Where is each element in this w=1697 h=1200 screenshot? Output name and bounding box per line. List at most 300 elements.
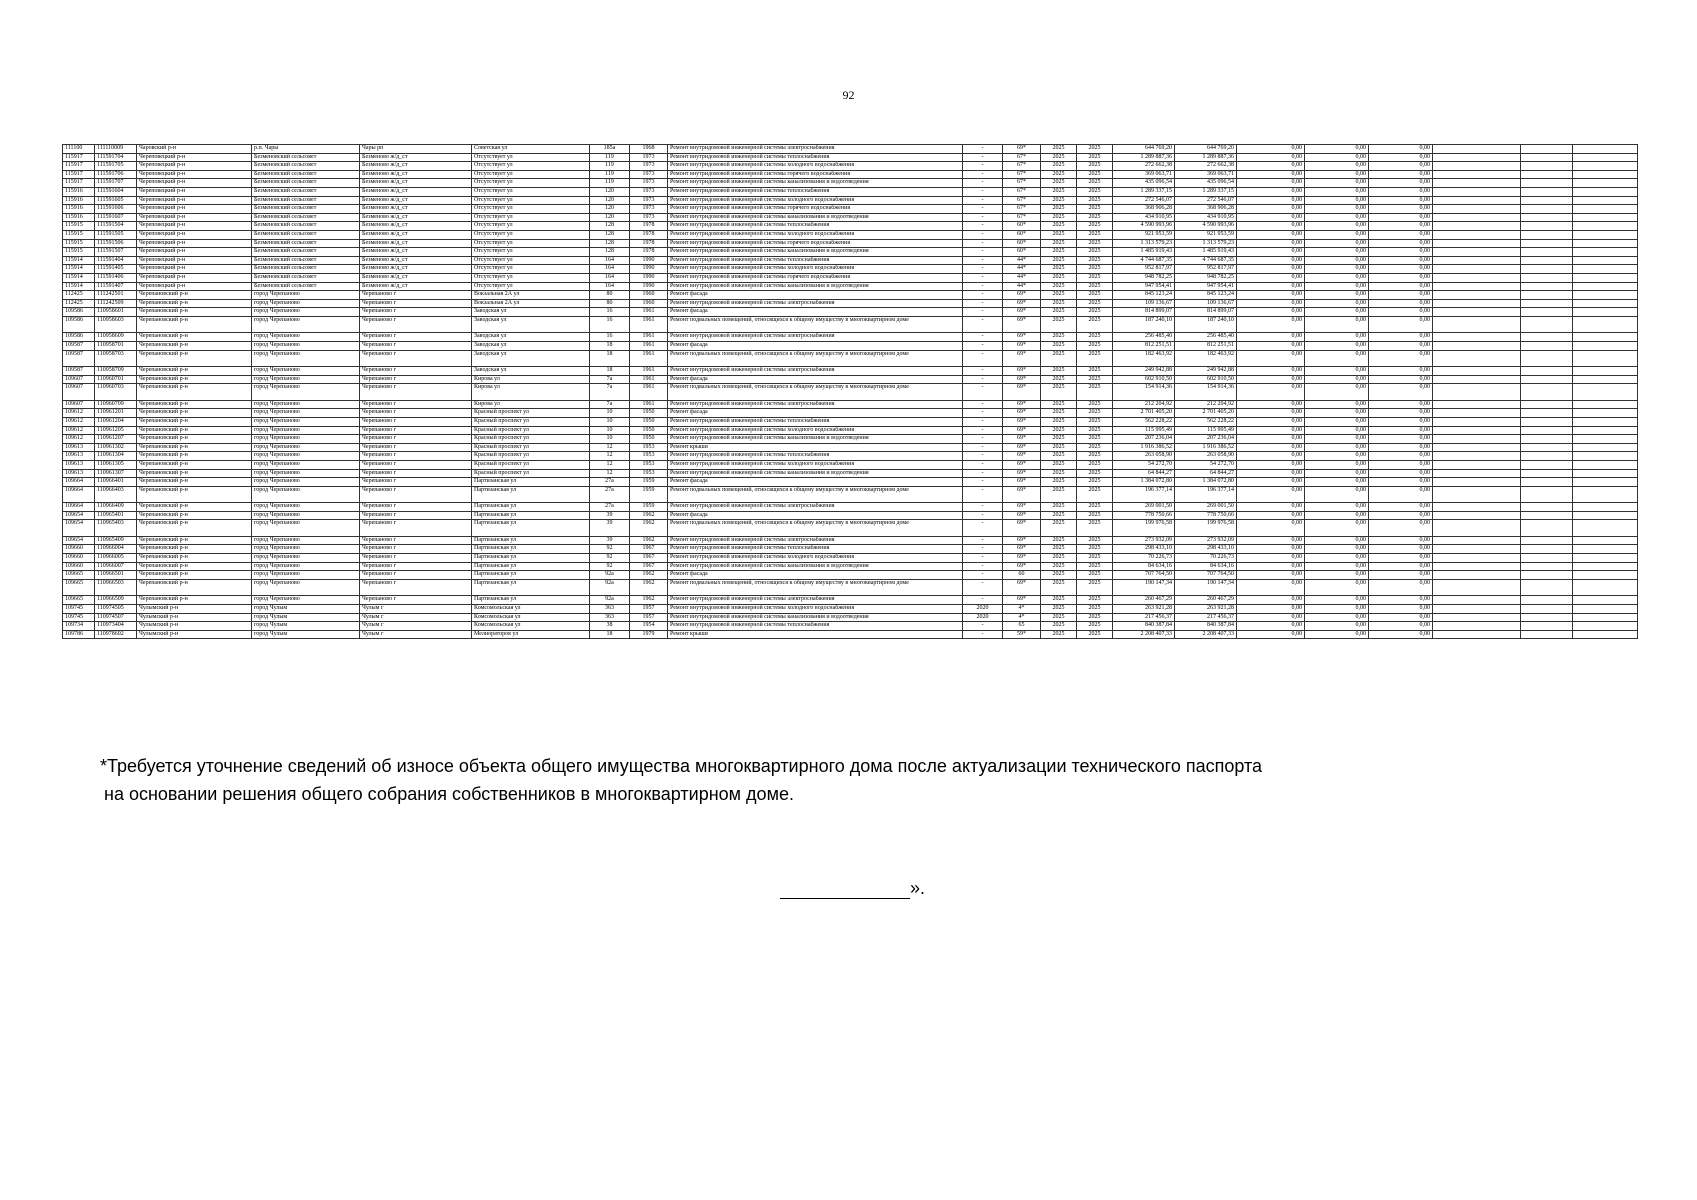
table-cell: 0,00 bbox=[1237, 213, 1305, 222]
table-cell: 0,00 bbox=[1237, 205, 1305, 214]
table-cell bbox=[1433, 604, 1521, 613]
table-cell bbox=[1521, 622, 1573, 631]
table-cell: 109660 bbox=[63, 554, 95, 563]
table-cell: 69* bbox=[1003, 545, 1041, 554]
table-cell: 1961 bbox=[630, 333, 668, 342]
table-cell: город Черепаново bbox=[252, 417, 360, 426]
table-cell: 1978 bbox=[630, 239, 668, 248]
table-cell bbox=[1521, 545, 1573, 554]
table-cell: 1962 bbox=[630, 520, 668, 537]
table-cell bbox=[1433, 579, 1521, 596]
table-cell: Череповецкий р-н bbox=[137, 239, 252, 248]
table-cell: 0,00 bbox=[1237, 222, 1305, 231]
table-cell: 109664 bbox=[63, 486, 95, 503]
table-cell: 2025 bbox=[1077, 179, 1113, 188]
table-cell: 110973404 bbox=[95, 622, 137, 631]
table-cell: 187 240,10 bbox=[1113, 316, 1175, 333]
table-cell: 0,00 bbox=[1305, 282, 1369, 291]
table-cell: Ремонт внутридомовой инженерной системы теплоснабжения bbox=[668, 622, 963, 631]
table-cell: 0,00 bbox=[1369, 596, 1433, 605]
table-cell bbox=[1433, 350, 1521, 367]
table-cell: 67* bbox=[1003, 213, 1041, 222]
table-cell: 2025 bbox=[1041, 486, 1077, 503]
table-cell: 10 bbox=[590, 417, 630, 426]
table-cell: 2025 bbox=[1077, 273, 1113, 282]
table-cell: 1953 bbox=[630, 460, 668, 469]
table-cell: 0,00 bbox=[1237, 333, 1305, 342]
blank-underline bbox=[780, 880, 910, 899]
table-cell: 2025 bbox=[1041, 170, 1077, 179]
table-cell bbox=[1573, 409, 1638, 418]
table-cell: 67* bbox=[1003, 196, 1041, 205]
table-cell: Череповецкий р-н bbox=[137, 248, 252, 257]
table-cell: 0,00 bbox=[1369, 299, 1433, 308]
table-cell: Безменово ж/д_ст bbox=[360, 256, 472, 265]
table-cell: Ремонт фасада bbox=[668, 341, 963, 350]
table-cell: Черепаново г bbox=[360, 299, 472, 308]
table-cell: 2025 bbox=[1077, 265, 1113, 274]
table-cell: 2025 bbox=[1077, 554, 1113, 563]
table-cell: Череповецкий р-н bbox=[137, 282, 252, 291]
table-cell: 109607 bbox=[63, 375, 95, 384]
table-cell: Черепановский р-н bbox=[137, 435, 252, 444]
table-cell: 0,00 bbox=[1305, 256, 1369, 265]
table-cell: 0,00 bbox=[1369, 196, 1433, 205]
table-cell: - bbox=[963, 265, 1003, 274]
table-cell: Ремонт внутридомовой инженерной системы горячего водоснабжения bbox=[668, 239, 963, 248]
table-row bbox=[63, 545, 1638, 554]
table-cell bbox=[1433, 630, 1521, 639]
table-cell: 7а bbox=[590, 384, 630, 401]
table-cell: город Черепаново bbox=[252, 291, 360, 300]
table-cell: 67* bbox=[1003, 179, 1041, 188]
table-cell: 0,00 bbox=[1369, 409, 1433, 418]
table-cell: 115914 bbox=[63, 265, 95, 274]
table-cell: город Черепаново bbox=[252, 536, 360, 545]
table-cell bbox=[1521, 426, 1573, 435]
table-cell: 110974505 bbox=[95, 604, 137, 613]
table-cell: 115917 bbox=[63, 170, 95, 179]
table-cell: 110965401 bbox=[95, 511, 137, 520]
table-cell: Череповецкий р-н bbox=[137, 265, 252, 274]
table-row bbox=[63, 571, 1638, 580]
table-cell bbox=[1433, 222, 1521, 231]
table-cell: 0,00 bbox=[1369, 604, 1433, 613]
table-cell: - bbox=[963, 248, 1003, 257]
table-cell: 110961307 bbox=[95, 469, 137, 478]
table-cell: 2025 bbox=[1041, 145, 1077, 154]
table-cell: Красный проспект ул bbox=[472, 469, 590, 478]
table-cell bbox=[1573, 230, 1638, 239]
table-cell: 0,00 bbox=[1305, 350, 1369, 367]
table-cell: 2025 bbox=[1077, 417, 1113, 426]
table-cell: 2025 bbox=[1041, 187, 1077, 196]
table-cell bbox=[1573, 265, 1638, 274]
table-cell: 199 976,58 bbox=[1113, 520, 1175, 537]
table-cell: город Черепаново bbox=[252, 400, 360, 409]
table-cell: Череповецкий р-н bbox=[137, 196, 252, 205]
table-cell: 263 058,90 bbox=[1175, 452, 1237, 461]
table-cell: - bbox=[963, 291, 1003, 300]
table-cell: 1953 bbox=[630, 469, 668, 478]
table-cell: 109586 bbox=[63, 316, 95, 333]
table-row bbox=[63, 426, 1638, 435]
table-row bbox=[63, 205, 1638, 214]
table-cell: 110966409 bbox=[95, 503, 137, 512]
table-cell: 12 bbox=[590, 452, 630, 461]
table-cell: город Черепаново bbox=[252, 486, 360, 503]
table-cell: 110961204 bbox=[95, 417, 137, 426]
table-cell: Отсутствует ул bbox=[472, 170, 590, 179]
table-cell: 109612 bbox=[63, 417, 95, 426]
table-cell: Партизанская ул bbox=[472, 478, 590, 487]
table-row bbox=[63, 222, 1638, 231]
table-row bbox=[63, 350, 1638, 367]
table-cell: 0,00 bbox=[1305, 435, 1369, 444]
table-cell: 0,00 bbox=[1237, 291, 1305, 300]
table-cell: город Черепаново bbox=[252, 571, 360, 580]
table-cell: 263 921,28 bbox=[1175, 604, 1237, 613]
table-cell: 110965403 bbox=[95, 520, 137, 537]
table-cell: Черепаново г bbox=[360, 375, 472, 384]
table-cell bbox=[1433, 469, 1521, 478]
table-cell: 109587 bbox=[63, 367, 95, 376]
table-cell: Черепановский р-н bbox=[137, 486, 252, 503]
table-cell: 109612 bbox=[63, 409, 95, 418]
table-cell: Череповецкий р-н bbox=[137, 205, 252, 214]
table-cell: Черепаново г bbox=[360, 478, 472, 487]
table-cell: Комсомольская ул bbox=[472, 604, 590, 613]
table-cell: 109665 bbox=[63, 571, 95, 580]
table-cell bbox=[1521, 400, 1573, 409]
table-cell: Безменовский сельсовет bbox=[252, 179, 360, 188]
table-cell: 0,00 bbox=[1369, 282, 1433, 291]
table-cell: 111591706 bbox=[95, 170, 137, 179]
table-cell bbox=[1521, 170, 1573, 179]
table-cell: 0,00 bbox=[1369, 469, 1433, 478]
table-cell: Вокзальная 2А ул bbox=[472, 299, 590, 308]
table-row bbox=[63, 248, 1638, 257]
table-cell bbox=[1573, 417, 1638, 426]
table-cell: 948 782,25 bbox=[1175, 273, 1237, 282]
table-cell bbox=[1433, 308, 1521, 317]
table-cell bbox=[1521, 375, 1573, 384]
table-cell: Череповецкий р-н bbox=[137, 230, 252, 239]
table-cell: 2025 bbox=[1041, 460, 1077, 469]
table-cell: 0,00 bbox=[1305, 443, 1369, 452]
table-cell: 1950 bbox=[630, 417, 668, 426]
table-cell: 2025 bbox=[1041, 273, 1077, 282]
table-cell bbox=[1433, 400, 1521, 409]
table-cell: - bbox=[963, 205, 1003, 214]
table-cell: 0,00 bbox=[1237, 341, 1305, 350]
table-cell: 115 995,49 bbox=[1113, 426, 1175, 435]
table-cell: 60* bbox=[1003, 239, 1041, 248]
table-cell: Ремонт внутридомовой инженерной системы канализования и водоотведения bbox=[668, 282, 963, 291]
table-cell: 2025 bbox=[1077, 536, 1113, 545]
table-cell: 0,00 bbox=[1305, 367, 1369, 376]
table-cell: 2025 bbox=[1077, 460, 1113, 469]
table-cell: город Чулым bbox=[252, 613, 360, 622]
table-cell: Отсутствует ул bbox=[472, 213, 590, 222]
table-cell: Черепаново г bbox=[360, 316, 472, 333]
table-cell: 0,00 bbox=[1369, 486, 1433, 503]
table-cell: Ремонт внутридомовой инженерной системы канализования и водоотведения bbox=[668, 562, 963, 571]
table-cell: 2025 bbox=[1041, 367, 1077, 376]
table-cell: город Черепаново bbox=[252, 384, 360, 401]
table-cell: 2025 bbox=[1077, 443, 1113, 452]
table-cell: Кирова ул bbox=[472, 400, 590, 409]
table-cell: - bbox=[963, 486, 1003, 503]
table-cell: 1961 bbox=[630, 375, 668, 384]
table-cell: - bbox=[963, 443, 1003, 452]
table-row bbox=[63, 196, 1638, 205]
table-cell: город Черепаново bbox=[252, 520, 360, 537]
table-cell bbox=[1433, 460, 1521, 469]
table-cell: 92а bbox=[590, 579, 630, 596]
table-cell: 2025 bbox=[1041, 469, 1077, 478]
table-cell: Безменовский сельсовет bbox=[252, 222, 360, 231]
table-cell: Красный проспект ул bbox=[472, 443, 590, 452]
table-cell: 2025 bbox=[1077, 469, 1113, 478]
table-cell: 2025 bbox=[1041, 409, 1077, 418]
table-cell: 948 782,25 bbox=[1113, 273, 1175, 282]
table-cell: 111242509 bbox=[95, 299, 137, 308]
table-cell: Безменовский сельсовет bbox=[252, 248, 360, 257]
table-cell: - bbox=[963, 316, 1003, 333]
table-cell: 120 bbox=[590, 213, 630, 222]
table-cell bbox=[1521, 452, 1573, 461]
table-cell: город Чулым bbox=[252, 630, 360, 639]
table-cell: 18 bbox=[590, 341, 630, 350]
table-cell bbox=[1573, 503, 1638, 512]
table-cell: Черепаново г bbox=[360, 400, 472, 409]
table-cell bbox=[1433, 273, 1521, 282]
table-cell: Безменовский сельсовет bbox=[252, 230, 360, 239]
table-cell: Черепановский р-н bbox=[137, 299, 252, 308]
table-cell: 0,00 bbox=[1369, 435, 1433, 444]
table-cell: 0,00 bbox=[1305, 375, 1369, 384]
table-cell: 0,00 bbox=[1237, 545, 1305, 554]
table-cell: 0,00 bbox=[1369, 187, 1433, 196]
table-cell: - bbox=[963, 452, 1003, 461]
table-cell: 110978602 bbox=[95, 630, 137, 639]
table-cell: 4 590 993,96 bbox=[1113, 222, 1175, 231]
table-cell: Черепановский р-н bbox=[137, 316, 252, 333]
table-cell: 2025 bbox=[1041, 341, 1077, 350]
table-cell: 2020 bbox=[963, 613, 1003, 622]
table-cell: 0,00 bbox=[1369, 503, 1433, 512]
table-cell: Партизанская ул bbox=[472, 536, 590, 545]
table-cell: 2025 bbox=[1041, 179, 1077, 188]
table-cell: 7а bbox=[590, 375, 630, 384]
table-cell: Череповецкий р-н bbox=[137, 256, 252, 265]
table-cell: 69* bbox=[1003, 460, 1041, 469]
table-cell: 2025 bbox=[1077, 579, 1113, 596]
table-cell: 112425 bbox=[63, 291, 95, 300]
table-cell: 115917 bbox=[63, 153, 95, 162]
table-cell bbox=[1573, 273, 1638, 282]
table-cell: 0,00 bbox=[1237, 375, 1305, 384]
table-cell: 0,00 bbox=[1305, 162, 1369, 171]
table-cell: 1973 bbox=[630, 162, 668, 171]
table-cell bbox=[1573, 460, 1638, 469]
table-cell: - bbox=[963, 187, 1003, 196]
table-cell: 0,00 bbox=[1305, 554, 1369, 563]
table-cell: 190 147,34 bbox=[1113, 579, 1175, 596]
table-cell: 1967 bbox=[630, 562, 668, 571]
table-cell: 0,00 bbox=[1305, 562, 1369, 571]
table-cell bbox=[1573, 384, 1638, 401]
table-cell: 69* bbox=[1003, 333, 1041, 342]
table-cell bbox=[1433, 562, 1521, 571]
table-cell: 109 136,67 bbox=[1175, 299, 1237, 308]
table-cell: Черепаново г bbox=[360, 341, 472, 350]
table-cell: 110966501 bbox=[95, 571, 137, 580]
table-cell: - bbox=[963, 179, 1003, 188]
table-cell bbox=[1573, 511, 1638, 520]
table-cell: 0,00 bbox=[1305, 291, 1369, 300]
table-cell: 1961 bbox=[630, 316, 668, 333]
table-cell: 69* bbox=[1003, 341, 1041, 350]
table-cell: Черепаново г bbox=[360, 562, 472, 571]
table-cell: 115915 bbox=[63, 239, 95, 248]
table-cell: 2025 bbox=[1077, 503, 1113, 512]
table-cell: 109745 bbox=[63, 604, 95, 613]
table-cell: 0,00 bbox=[1369, 213, 1433, 222]
table-cell: 110966007 bbox=[95, 562, 137, 571]
table-row bbox=[63, 622, 1638, 631]
table-cell bbox=[1521, 179, 1573, 188]
table-cell: - bbox=[963, 333, 1003, 342]
table-cell: город Черепаново bbox=[252, 367, 360, 376]
table-cell: Черепановский р-н bbox=[137, 426, 252, 435]
table-cell: 0,00 bbox=[1305, 469, 1369, 478]
table-cell: 128 bbox=[590, 222, 630, 231]
table-row bbox=[63, 213, 1638, 222]
table-cell: 0,00 bbox=[1237, 604, 1305, 613]
table-cell bbox=[1433, 291, 1521, 300]
table-cell bbox=[1573, 350, 1638, 367]
table-cell bbox=[1433, 435, 1521, 444]
table-cell: 272 546,07 bbox=[1175, 196, 1237, 205]
table-cell: Ремонт внутридомовой инженерной системы холодного водоснабжения bbox=[668, 554, 963, 563]
table-cell: 64 844,27 bbox=[1175, 469, 1237, 478]
table-cell: Черепановский р-н bbox=[137, 460, 252, 469]
table-cell: 0,00 bbox=[1369, 571, 1433, 580]
table-cell bbox=[1573, 145, 1638, 154]
table-cell: 2025 bbox=[1077, 248, 1113, 257]
table-cell bbox=[1433, 282, 1521, 291]
footnote-line-2: на основании решения общего собрания собственников в многоквартирном доме. bbox=[104, 784, 794, 804]
table-cell: 0,00 bbox=[1305, 409, 1369, 418]
table-cell: Черепановский р-н bbox=[137, 333, 252, 342]
table-cell: 4* bbox=[1003, 613, 1041, 622]
table-cell bbox=[1573, 308, 1638, 317]
table-cell: - bbox=[963, 503, 1003, 512]
table-row bbox=[63, 613, 1638, 622]
table-cell: Партизанская ул bbox=[472, 571, 590, 580]
table-cell: Ремонт внутридомовой инженерной системы холодного водоснабжения bbox=[668, 162, 963, 171]
table-cell: 0,00 bbox=[1237, 196, 1305, 205]
table-cell bbox=[1521, 308, 1573, 317]
table-cell: 2025 bbox=[1077, 452, 1113, 461]
table-cell: 256 485,40 bbox=[1113, 333, 1175, 342]
table-cell: 0,00 bbox=[1369, 308, 1433, 317]
table-cell: - bbox=[963, 170, 1003, 179]
table-cell: 644 769,20 bbox=[1113, 145, 1175, 154]
table-cell: 0,00 bbox=[1305, 571, 1369, 580]
table-cell: Черепаново г bbox=[360, 333, 472, 342]
table-cell bbox=[1521, 222, 1573, 231]
table-cell: 1979 bbox=[630, 630, 668, 639]
table-cell: 67* bbox=[1003, 187, 1041, 196]
table-cell bbox=[1521, 478, 1573, 487]
table-cell: Черепаново г bbox=[360, 435, 472, 444]
table-cell: 4 590 993,96 bbox=[1175, 222, 1237, 231]
table-cell bbox=[1573, 604, 1638, 613]
table-cell: 0,00 bbox=[1237, 571, 1305, 580]
table-cell bbox=[1433, 179, 1521, 188]
table-cell: 0,00 bbox=[1237, 316, 1305, 333]
table-cell: Черепаново г bbox=[360, 367, 472, 376]
table-cell: 368 906,28 bbox=[1113, 205, 1175, 214]
table-cell: 2025 bbox=[1041, 452, 1077, 461]
table-cell: город Черепаново bbox=[252, 460, 360, 469]
table-cell: 0,00 bbox=[1305, 579, 1369, 596]
table-cell: 84 634,16 bbox=[1175, 562, 1237, 571]
table-cell: 1962 bbox=[630, 511, 668, 520]
table-cell: 0,00 bbox=[1305, 604, 1369, 613]
table-cell: Отсутствует ул bbox=[472, 162, 590, 171]
table-cell: Отсутствует ул bbox=[472, 222, 590, 231]
table-cell bbox=[1521, 579, 1573, 596]
table-cell: Черепаново г bbox=[360, 417, 472, 426]
table-cell: 369 063,71 bbox=[1175, 170, 1237, 179]
table-cell: 0,00 bbox=[1305, 239, 1369, 248]
table-cell: 368 906,28 bbox=[1175, 205, 1237, 214]
table-cell: 44* bbox=[1003, 273, 1041, 282]
table-cell: 0,00 bbox=[1237, 162, 1305, 171]
table-cell: 2025 bbox=[1077, 341, 1113, 350]
table-cell: Партизанская ул bbox=[472, 545, 590, 554]
table-cell: 115916 bbox=[63, 187, 95, 196]
table-cell: 778 750,66 bbox=[1175, 511, 1237, 520]
table-cell: 111110009 bbox=[95, 145, 137, 154]
footnote bbox=[100, 752, 1600, 808]
table-cell bbox=[1433, 162, 1521, 171]
table-cell: Безменово ж/д_ст bbox=[360, 187, 472, 196]
table-cell bbox=[1573, 613, 1638, 622]
table-cell: 109654 bbox=[63, 520, 95, 537]
table-cell: 0,00 bbox=[1369, 230, 1433, 239]
table-cell: Безменово ж/д_ст bbox=[360, 170, 472, 179]
table-row bbox=[63, 400, 1638, 409]
table-cell: 39 bbox=[590, 536, 630, 545]
table-cell: Ремонт внутридомовой инженерной системы теплоснабжения bbox=[668, 452, 963, 461]
table-cell bbox=[1521, 503, 1573, 512]
table-cell: 1961 bbox=[630, 341, 668, 350]
table-cell: 92 bbox=[590, 554, 630, 563]
table-cell: Ремонт внутридомовой инженерной системы теплоснабжения bbox=[668, 153, 963, 162]
table-cell: Череповецкий р-н bbox=[137, 273, 252, 282]
table-cell: - bbox=[963, 511, 1003, 520]
table-cell: 273 932,09 bbox=[1175, 536, 1237, 545]
table-cell: Мелиораторов ул bbox=[472, 630, 590, 639]
table-cell: 69* bbox=[1003, 503, 1041, 512]
table-cell: 1973 bbox=[630, 205, 668, 214]
table-cell: 110961207 bbox=[95, 435, 137, 444]
